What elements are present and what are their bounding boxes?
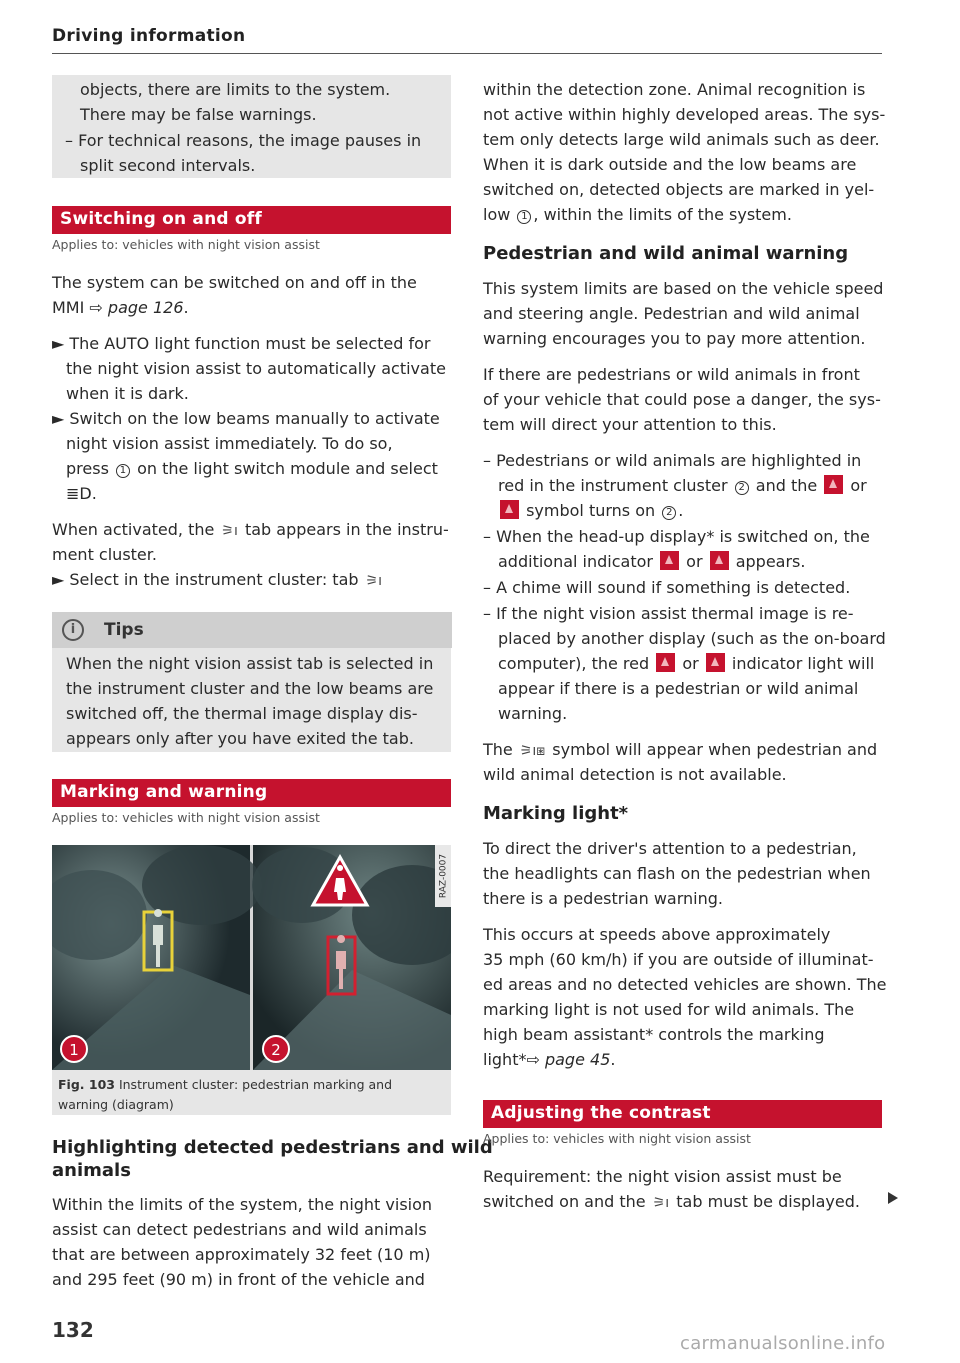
paragraph-line: When it is dark outside and the low beams are [483,155,857,174]
watermark: carmanualsonline.info [680,1333,886,1354]
applies-to: Applies to: vehicles with night vision assist [52,810,320,825]
dash-item: computer), the red or indicator light will [498,654,875,673]
section-title: Marking and warning [60,782,268,802]
dash-item: appear if there is a pedestrian or wild animal [498,679,859,698]
bullet-line: ► Switch on the low beams manually to activate [52,409,440,428]
paragraph-line: 35 mph (60 km/h) if you are outside of illuminat- [483,950,874,969]
continued-note-box [52,75,451,178]
section-adjusting-contrast [483,1100,882,1128]
paragraph-line: and 295 feet (90 m) in front of the vehicle and [52,1270,425,1289]
paragraph-line: This occurs at speeds above approximately [483,925,831,944]
figure-thermal-image [52,845,451,1070]
paragraph-line: within the detection zone. Animal recognition is [483,80,866,99]
paragraph-line: When activated, the ⚞ı tab appears in the instru- [52,520,449,539]
tips-label: Tips [104,620,144,640]
paragraph-line: ment cluster. [52,545,157,564]
paragraph-line: marking light is not used for wild animals. The [483,1000,855,1019]
pedestrian-warning-icon [824,475,843,494]
tips-body [52,648,451,752]
animal-warning-icon [500,500,519,519]
section-switching-on-off [52,206,451,234]
paragraph-line: If there are pedestrians or wild animals in front [483,365,860,384]
night-vision-icon: ⚞ı [221,523,238,539]
bullet-line: ≣D. [66,484,97,503]
svg-text:1: 1 [69,1041,79,1059]
applies-to: Applies to: vehicles with night vision assist [52,237,320,252]
note-line: There may be false warnings. [80,105,317,124]
paragraph-line: that are between approximately 32 feet (10 m) [52,1245,431,1264]
dash-item: warning. [498,704,568,723]
night-vision-icon: ⚞ı [652,1195,670,1211]
bullet-line: the night vision assist to automatically activate [66,359,446,378]
dash-item: red in the instrument cluster 2 and the or [498,476,867,495]
paragraph-line: Within the limits of the system, the night vision [52,1195,433,1214]
section-title: Adjusting the contrast [491,1103,711,1123]
pedestrian-indicator-icon [660,551,679,570]
paragraph-line: high beam assistant* controls the marking [483,1025,825,1044]
bullet-line: night vision assist immediately. To do so, [66,434,393,453]
subheading-marking-light: Marking light* [483,803,629,824]
section-title: Switching on and off [60,209,262,229]
detection-unavailable-icon: ⚞ı⧆ [519,743,546,759]
continued-arrow-icon [888,1192,898,1204]
paragraph-line: This system limits are based on the vehicle speed [483,279,884,298]
subheading-pedestrian-warning: Pedestrian and wild animal warning [483,243,849,264]
thermal-image-diagram [52,845,451,1070]
subheading-highlighting: Highlighting detected pedestrians and wild animals [52,1137,493,1181]
tips-line: switched off, the thermal image display dis- [66,704,418,723]
page-ref-link[interactable]: ⇨ page 45 [526,1050,611,1069]
tips-header [52,612,452,648]
bullet-line: press 1 on the light switch module and select [66,459,438,478]
paragraph-line: Requirement: the night vision assist must be [483,1167,842,1186]
svg-text:2: 2 [271,1041,281,1059]
page-header [52,24,882,54]
page-ref-link[interactable]: ⇨ page 126 [89,298,184,317]
section-marking-warning [52,779,451,807]
paragraph-line: light*⇨ page 45. [483,1050,616,1069]
dash-item: – A chime will sound if something is detected. [483,578,851,597]
paragraph-line: the headlights can flash on the pedestrian when [483,864,871,883]
figure-caption: Fig. 103 Instrument cluster: pedestrian marking and warning (diagram) [52,1070,451,1115]
bullet-line: when it is dark. [66,384,189,403]
note-line: – For technical reasons, the image pauses in [65,131,422,150]
paragraph-line: not active within highly developed areas. The sys- [483,105,886,124]
info-icon: i [62,619,84,641]
paragraph-line: tem only detects large wild animals such as deer. [483,130,880,149]
paragraph-line: assist can detect pedestrians and wild animals [52,1220,427,1239]
page-number: 132 [52,1318,94,1342]
dash-item: additional indicator or appears. [498,552,806,571]
paragraph-line: MMI ⇨ page 126. [52,298,189,317]
paragraph-line: of your vehicle that could pose a danger, the sys- [483,390,881,409]
paragraph-line: low 1 , within the limits of the system. [483,205,792,224]
tips-line: When the night vision assist tab is selected in [66,654,434,673]
animal-indicator-icon [706,653,725,672]
dash-item: placed by another display (such as the on-board [498,629,886,648]
paragraph-line: and steering angle. Pedestrian and wild animal [483,304,860,323]
paragraph-line: The ⚞ı⧆ symbol will appear when pedestrian and [483,740,878,759]
bullet-line: ► Select in the instrument cluster: tab ⚞ı [52,570,383,589]
figure-number: Fig. 103 [58,1077,115,1092]
paragraph-line: switched on and the ⚞ı tab must be displayed. [483,1192,860,1211]
dash-item: – Pedestrians or wild animals are highlighted in [483,451,862,470]
paragraph-line: To direct the driver's attention to a pedestrian, [483,839,857,858]
callout-marker-icon: 2 [662,506,676,520]
callout-marker-icon: 1 [116,464,130,478]
night-vision-icon: ⚞ı [365,573,383,589]
animal-indicator-icon [710,551,729,570]
callout-marker-icon: 2 [735,481,749,495]
tips-line: the instrument cluster and the low beams are [66,679,434,698]
dash-item: – If the night vision assist thermal image is re- [483,604,854,623]
paragraph-line: tem will direct your attention to this. [483,415,777,434]
paragraph-line: warning encourages you to pay more attention. [483,329,866,348]
note-line: objects, there are limits to the system. [80,80,391,99]
tips-line: appears only after you have exited the tab. [66,729,414,748]
dash-item: – When the head-up display* is switched on, the [483,527,870,546]
pedestrian-indicator-icon [656,653,675,672]
paragraph-line: wild animal detection is not available. [483,765,787,784]
note-line: split second intervals. [80,156,256,175]
figure-code: RAZ-0007 [438,853,449,899]
paragraph-line: The system can be switched on and off in the [52,273,417,292]
paragraph-line: ed areas and no detected vehicles are shown. The [483,975,887,994]
bullet-line: ► The AUTO light function must be selected for [52,334,431,353]
callout-marker-icon: 1 [517,210,531,224]
paragraph-line: switched on, detected objects are marked in yel- [483,180,875,199]
chapter-title: Driving information [52,26,246,46]
paragraph-line: there is a pedestrian warning. [483,889,723,908]
dash-item: symbol turns on 2 . [498,498,683,523]
applies-to: Applies to: vehicles with night vision assist [483,1131,751,1146]
